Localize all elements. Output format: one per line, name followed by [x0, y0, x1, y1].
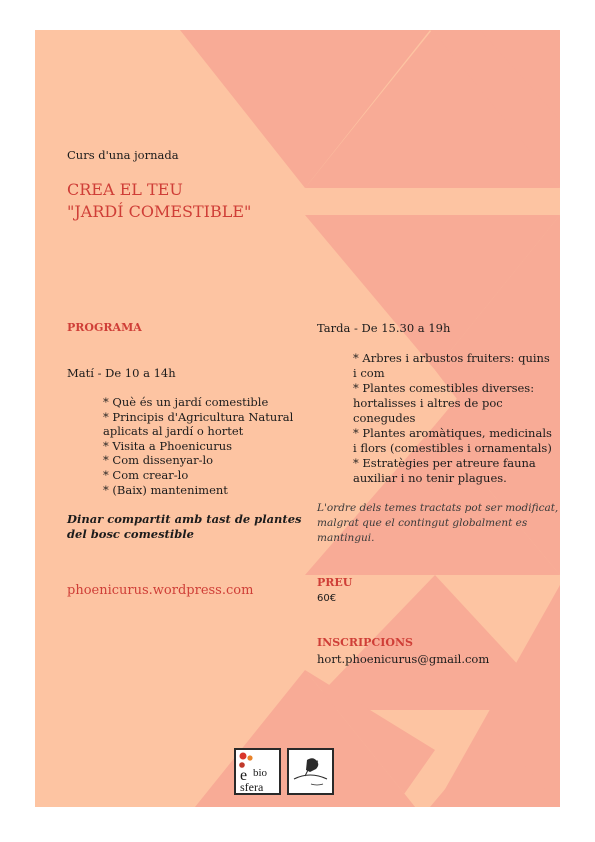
- mati-list: [103, 395, 293, 497]
- note-line-2: malgrat que el contingut globalment es: [317, 517, 528, 529]
- website-link[interactable]: phoenicurus.wordpress.com: [67, 583, 254, 598]
- contact-email[interactable]: hort.phoenicurus@gmail.com: [317, 652, 490, 666]
- dinar-line-2: del bosc comestible: [67, 526, 194, 541]
- programa-heading: PROGRAMA: [67, 321, 142, 334]
- list-item: * Com dissenyar-lo: [103, 453, 214, 468]
- list-item: * Visita a Phoenicurus: [103, 438, 233, 453]
- phoenicurus-logo: [287, 748, 334, 795]
- list-item: i com: [353, 366, 385, 380]
- title-line-1: CREA EL TEU: [67, 180, 183, 199]
- tarda-list: [353, 351, 552, 486]
- svg-text:bio: bio: [253, 767, 268, 779]
- course-title: [67, 179, 251, 223]
- list-item: * Plantes comestibles diverses:: [353, 381, 535, 395]
- bioesfera-logo: [234, 748, 281, 795]
- list-item: * Què és un jardí comestible: [103, 395, 269, 409]
- list-item: * Plantes aromàtiques, medicinals: [353, 426, 552, 440]
- poster-page: [35, 30, 560, 807]
- list-item: * Principis d'Agricultura Natural: [103, 409, 294, 424]
- list-item: hortalisses i altres de poc: [353, 396, 503, 410]
- dinar-line-1: Dinar compartit amb tast de plantes: [67, 512, 302, 526]
- svg-text:sfera: sfera: [240, 780, 264, 793]
- list-item: conegudes: [353, 411, 416, 425]
- dinar-note: [67, 512, 302, 541]
- mati-heading: Matí - De 10 a 14h: [67, 366, 176, 380]
- order-note: [317, 501, 558, 546]
- list-item: auxiliar i no tenir plagues.: [353, 471, 507, 485]
- inscripcions-heading: INSCRIPCIONS: [317, 636, 413, 649]
- bioesfera-logo-icon: [236, 750, 279, 793]
- list-item: * Arbres i arbustos fruiters: quins: [353, 351, 550, 365]
- svg-text:e: e: [240, 767, 248, 784]
- course-subtitle: Curs d'una jornada: [67, 148, 179, 162]
- list-item: i flors (comestibles i ornamentals): [353, 441, 552, 455]
- list-item: aplicats al jardí o hortet: [103, 424, 244, 439]
- list-item: * Com crear-lo: [103, 467, 189, 482]
- bird-icon: [289, 750, 332, 793]
- list-item: * Estratègies per atreure fauna: [353, 456, 536, 470]
- title-line-2: "JARDÍ COMESTIBLE": [67, 202, 252, 221]
- note-line-1: L'ordre dels temes tractats pot ser modificat,: [317, 502, 559, 514]
- preu-value: 60€: [317, 593, 337, 604]
- list-item: * (Baix) manteniment: [103, 482, 228, 497]
- tarda-heading: Tarda - De 15.30 a 19h: [317, 321, 451, 335]
- preu-heading: PREU: [317, 576, 353, 589]
- note-line-3: mantingui.: [317, 532, 375, 544]
